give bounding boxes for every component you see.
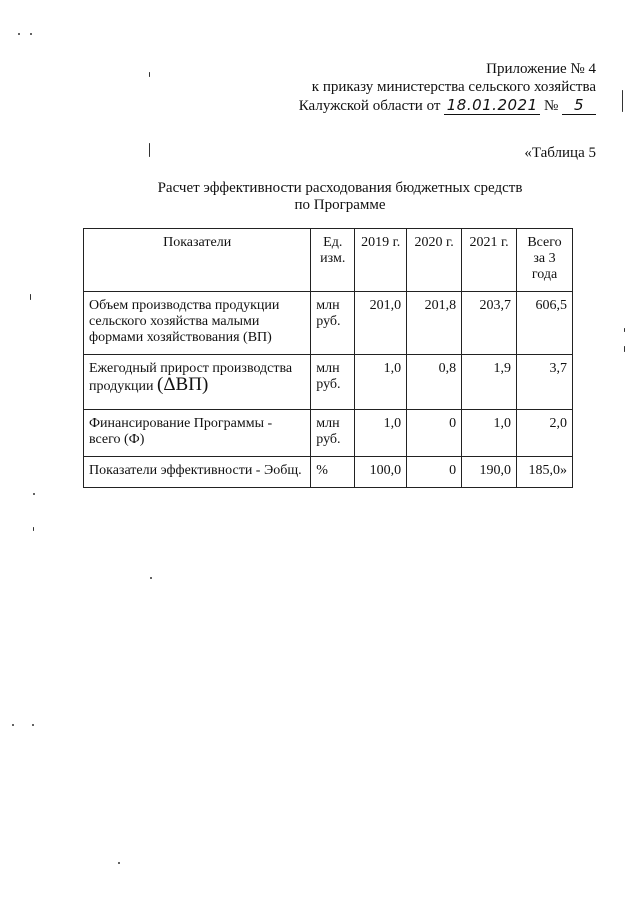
scan-speck [624,328,625,332]
table-label: «Таблица 5 [524,145,596,161]
col-header-indicator: Показатели [84,229,311,292]
row-value-2021: 1,9 [462,355,517,410]
col-header-total: Всего за 3 года [517,229,573,292]
appendix-number: Приложение № 4 [486,61,596,77]
region-from-label: Калужской области от [298,98,441,114]
row-value-2019: 100,0 [355,457,407,488]
row-value-2020: 0 [407,410,462,457]
scan-speck [622,90,623,112]
number-label: № [543,98,559,114]
col-header-2020: 2020 г. [407,229,462,292]
row-value-2020: 0 [407,457,462,488]
row-value-total: 2,0 [517,410,573,457]
col-header-unit: Ед. изм. [311,229,355,292]
table-row [84,292,573,355]
row-value-2019: 201,0 [355,292,407,355]
handwritten-date: 18.01.2021 [444,96,540,115]
scan-speck [30,33,32,35]
col-header-2021: 2021 г. [462,229,517,292]
row-unit: % [311,457,355,488]
row-indicator: Показатели эффективности - Эобщ. [84,457,311,488]
row-value-2020: 0,8 [407,355,462,410]
col-header-2019: 2019 г. [355,229,407,292]
scan-speck [150,577,152,579]
scan-speck [32,724,34,726]
row-unit: млн руб. [311,292,355,355]
title-line-2: по Программе [294,197,386,213]
row-value-2021: 1,0 [462,410,517,457]
table-row [84,410,573,457]
scan-speck [12,724,14,726]
scan-speck [149,72,150,77]
row-indicator: Ежегодный прирост производства продукции [89,361,293,394]
table-header-row [84,229,573,292]
row-unit: млн руб. [311,410,355,457]
efficiency-table [83,228,573,488]
row-value-total: 3,7 [517,355,573,410]
table-row [84,457,573,488]
row-value-2019: 1,0 [355,410,407,457]
row-value-2020: 201,8 [407,292,462,355]
row-value-2019: 1,0 [355,355,407,410]
title-line-1: Расчет эффективности расходования бюджетных средств [157,180,523,196]
order-reference: к приказу министерства сельского хозяйства [311,79,596,95]
scan-speck [118,862,120,864]
appendix-header [299,60,596,115]
handwritten-number: 5 [562,96,596,115]
row-unit: млн руб. [311,355,355,410]
document-title [80,180,600,214]
row-value-total: 606,5 [517,292,573,355]
row-value-2021: 203,7 [462,292,517,355]
scan-speck [33,527,34,531]
scan-speck [149,143,150,157]
row-indicator: Объем производства продукции сельского хозяйства малыми формами хозяйствования (ВП) [84,292,311,355]
row-indicator: Финансирование Программы - всего (Ф) [84,410,311,457]
row-indicator-cell [84,355,311,410]
row-value-total: 185,0» [517,457,573,488]
scan-speck [624,346,625,352]
scan-speck [30,294,31,300]
table-row [84,355,573,410]
row-indicator-formula: (ΔВП) [157,374,209,395]
scan-speck [33,493,35,495]
scan-speck [18,33,20,35]
row-value-2021: 190,0 [462,457,517,488]
order-date-line [299,96,596,115]
